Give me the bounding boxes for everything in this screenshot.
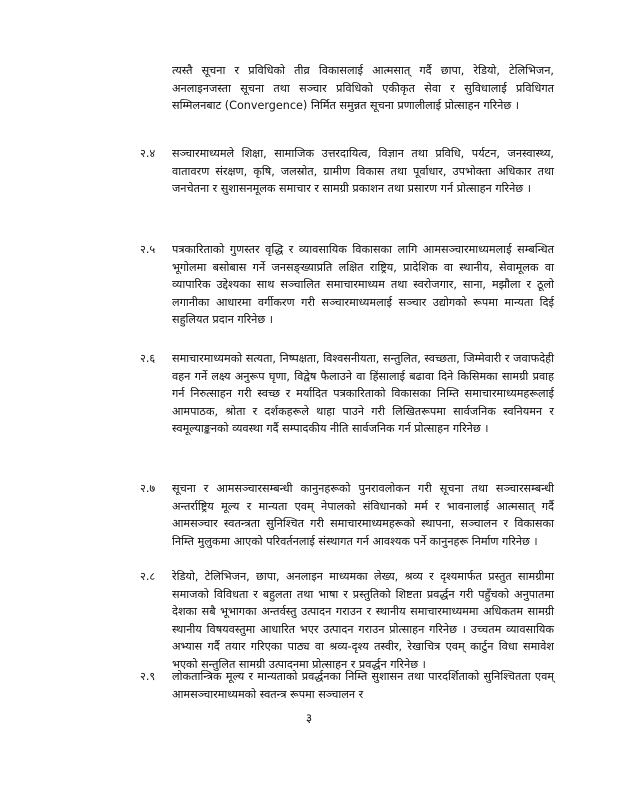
- clause-2-8: [140, 568, 554, 674]
- clause-text: लोकतान्त्रिक मूल्य र मान्यताको प्रवर्द्धनका निम्ति सुशासन तथा पारदर्शिताको सुनिश्चितता एवम् आमसञ्चारमाध्यमको स्वतन्त्र रूपमा सञ्चालन र: [172, 670, 554, 701]
- clause-number: २.४: [140, 147, 156, 160]
- clause-number: २.८: [140, 570, 156, 583]
- clause-text: रेडियो, टेलिभिजन, छापा, अनलाइन माध्यमका लेख्य, श्रव्य र दृश्यमार्फत प्रस्तुत सामग्रीमा समाजको विविधता र बहुलता तथा भाषा र प्रस्तुतिको शिष्टता प्रवर्द्धन गरी पहुँचको अनुपातमा देशका सबै भूभागका अन्तर्वस्तु उत्पादन गराउन र स्थानीय समाचारमाध्यममा अधिकतम सामग्री स्थानीय विषयवस्तुमा आधारित भएर उत्पादन गराउन प्रोत्साहन गरिनेछ । उच्चतम व्यावसायिक अभ्यास गर्दै तयार गरिएका पाठ्य वा श्रव्य-दृश्य तस्वीर, रेखाचित्र एवम् कार्टुन विधा समावेश भएको सन्तुलित सामग्री उत्पादनमा प्रोत्साहन र प्रवर्द्धन गरिनेछ ।: [172, 570, 554, 671]
- page-number: ३: [305, 711, 313, 725]
- clause-2-5: [140, 241, 554, 329]
- clause-text: पत्रकारिताको गुणस्तर वृद्धि र व्यावसायिक विकासका लागि आमसञ्चारमाध्यमलाई सम्बन्धित भूगोलमा बसोबास गर्ने जनसङ्ख्याप्रति लक्षित राष्ट्रिय, प्रादेशिक वा स्थानीय, सेवामूलक वा व्यापारिक उद्देश्यका साथ सञ्चालित समाचारमाध्यम तथा स्वरोजगार, साना, मझौला र ठूलो लगानीका आधारमा वर्गीकरण गरी सञ्चारमाध्यमलाई सञ्चार उद्योगको रूपमा मान्यता दिई सहुलियत प्रदान गरिनेछ ।: [172, 243, 554, 327]
- clause-2-7: [140, 480, 554, 550]
- clause-2-9: [140, 668, 554, 703]
- clause-number: २.७: [140, 482, 156, 495]
- clause-number: २.९: [140, 670, 156, 683]
- clause-number: २.५: [140, 243, 156, 256]
- clause-text: समाचारमाध्यमको सत्यता, निष्पक्षता, विश्वसनीयता, सन्तुलित, स्वच्छता, जिम्मेवारी र जवाफदेही वहन गर्ने लक्ष्य अनुरूप घृणा, विद्वेष फैलाउने वा हिंसालाई बढावा दिने किसिमका सामग्री प्रवाह गर्न निरुत्साहन गरी स्वच्छ र मर्यादित पत्रकारिताको विकासका निम्ति समाचारमाध्यमहरूलाई आमपाठक, श्रोता र दर्शकहरूले थाहा पाउने गरी लिखितरूपमा सार्वजनिक स्वनियमन र स्वमूल्याङ्कनको व्यवस्था गर्दै सम्पादकीय नीति सार्वजनिक गर्न प्रोत्साहन गरिनेछ ।: [172, 352, 554, 436]
- clause-number: २.६: [140, 352, 156, 365]
- clause-text: सञ्चारमाध्यमले शिक्षा, सामाजिक उत्तरदायित्व, विज्ञान तथा प्रविधि, पर्यटन, जनस्वास्थ्य, वातावरण संरक्षण, कृषि, जलस्रोत, ग्रामीण विकास तथा पूर्वाधार, उपभोक्ता अधिकार तथा जनचेतना र सुशासनमूलक समाचार र सामग्री प्रकाशन तथा प्रसारण गर्न प्रोत्साहन गरिनेछ ।: [172, 147, 554, 196]
- clause-text: सूचना र आमसञ्चारसम्बन्धी कानुनहरूको पुनरावलोकन गरी सूचना तथा सञ्चारसम्बन्धी अन्तर्राष्ट्रिय मूल्य र मान्यता एवम् नेपालको संविधानको मर्म र भावनालाई आत्मसात् गर्दै आमसञ्चार स्वतन्त्रता सुनिश्चित गरी समाचारमाध्यमहरूको स्थापना, सञ्चालन र विकासका निम्ति मुलुकमा आएको परिवर्तनलाई संस्थागत गर्न आवश्यक पर्ने कानुनहरू निर्माण गरिनेछ ।: [172, 482, 554, 548]
- intro-paragraph: त्यस्तै सूचना र प्रविधिको तीव्र विकासलाई आत्मसात् गर्दै छापा, रेडियो, टेलिभिजन, अनलाइनजस्ता सूचना तथा सञ्चार प्रविधिको एकीकृत सेवा र सुविधालाई प्रविधिगत सम्मिलनबाट (Convergence) निर्मित समुन्नत सूचना प्रणालीलाई प्रोत्साहन गरिनेछ ।: [172, 64, 554, 113]
- clause-2-6: [140, 350, 554, 438]
- clause-2-4: [140, 145, 554, 198]
